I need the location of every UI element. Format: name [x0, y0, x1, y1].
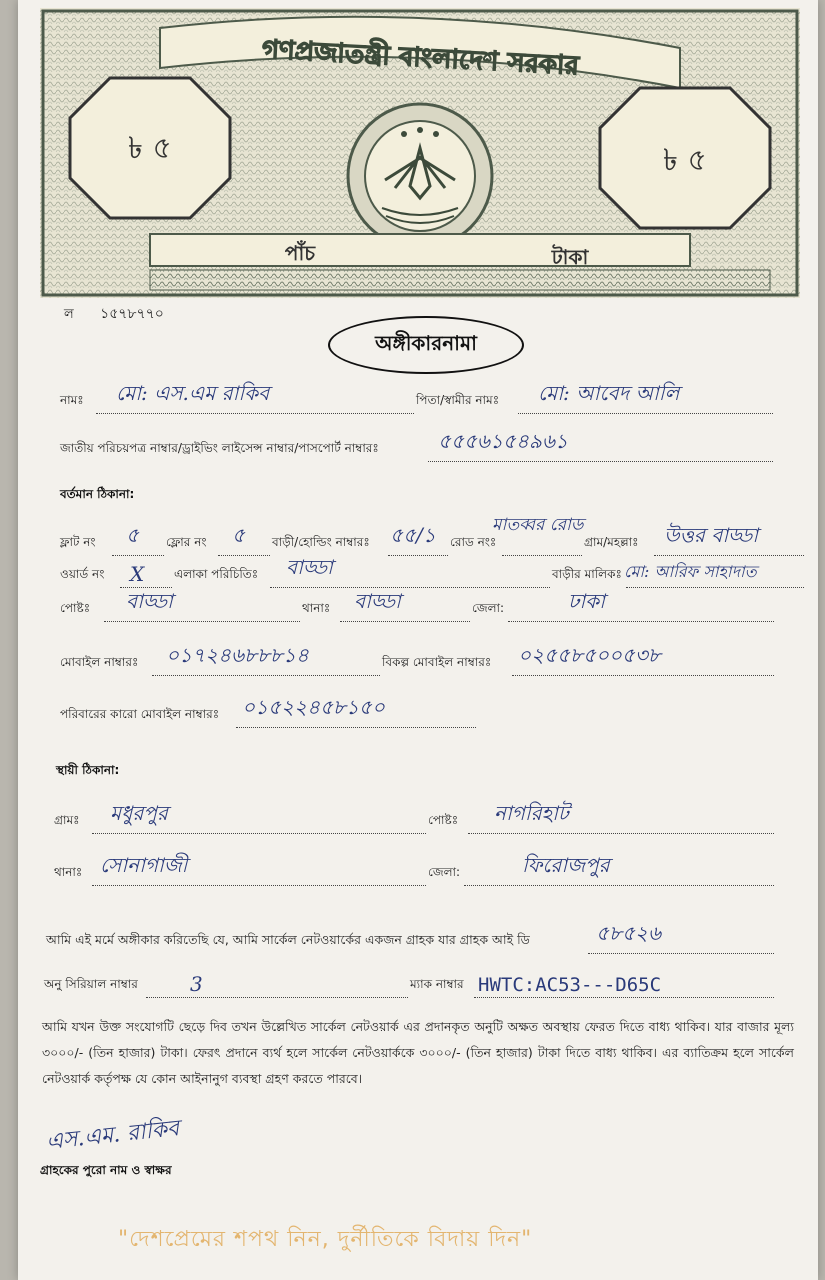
perm-thana-line: [92, 885, 426, 886]
nid-label: জাতীয় পরিচয়পত্র নাম্বার/ড্রাইভিং লাইসেন্স নাম্বার/পাসপোর্ট নাম্বারঃ: [60, 441, 379, 455]
perm-post-line: [468, 833, 774, 834]
present-address-row-1: [18, 515, 818, 558]
stamp-serial: [64, 302, 164, 326]
stamp-government-text: গণপ্রজাতন্ত্রী বাংলাদেশ সরকার: [261, 34, 580, 82]
footer-motto: "দেশপ্রেমের শপথ নিন, দুর্নীতিকে বিদায় দিন": [118, 1227, 533, 1252]
mobile-line: [152, 675, 380, 676]
perm-post-label: পোষ্টঃ: [428, 813, 459, 827]
present-post-value: বাড্ডা: [126, 589, 173, 613]
owner-value: মো: আরিফ সাহাদাত: [624, 562, 757, 581]
father-label: পিতা/স্বামীর নামঃ: [416, 393, 500, 407]
onu-mac-row: [18, 970, 818, 1000]
present-district-label: জেলা:: [472, 601, 505, 615]
present-district-value: ঢাকা: [568, 589, 605, 613]
onu-line: [146, 997, 408, 998]
customer-id-line: [588, 953, 774, 954]
stamp-value-right: ৳ ৫: [663, 143, 707, 178]
name-label: নামঃ: [60, 393, 84, 407]
customer-id-value: ৫৮৫২৬: [596, 921, 661, 945]
family-mobile-label: পরিবারের কারো মোবাইল নাম্বারঃ: [60, 707, 220, 721]
alt-mobile-line: [512, 675, 774, 676]
mobile-row: [18, 643, 818, 678]
father-line: [518, 413, 773, 414]
onu-label: অনু সিরিয়াল নাম্বার: [44, 977, 138, 991]
house-value: ৫৫/১: [390, 523, 436, 547]
flat-line: [112, 555, 164, 556]
perm-district-label: জেলা:: [428, 865, 461, 879]
mac-value: HWTC:AC53---D65C: [478, 974, 662, 996]
owner-label: বাড়ীর মালিকঃ: [552, 567, 622, 581]
mobile-label: মোবাইল নাম্বারঃ: [60, 655, 139, 669]
family-mobile-line: [236, 727, 476, 728]
flat-label: ফ্লাট নং: [60, 535, 96, 549]
present-address-heading: বর্তমান ঠিকানা:: [60, 487, 135, 501]
document-title-oval: [328, 316, 524, 374]
father-value: মো: আবেদ আলি: [538, 381, 680, 405]
name-line: [96, 413, 414, 414]
stamp-amount-word-2: টাকা: [551, 245, 589, 269]
alt-mobile-label: বিকল্প মোবাইল নাম্বারঃ: [382, 655, 492, 669]
nid-value: ৫৫৫৬১৫৪৯৬১: [438, 429, 568, 453]
area-value: বাড্ডা: [286, 555, 333, 579]
permanent-row-2: [18, 853, 818, 888]
agreement-row: [18, 921, 818, 956]
house-line: [388, 555, 448, 556]
present-post-label: পোষ্টঃ: [60, 601, 91, 615]
present-address-row-3: [18, 589, 818, 624]
affidavit-paper: [18, 0, 818, 1280]
present-village-line: [654, 555, 804, 556]
ward-value: X: [130, 562, 145, 586]
nid-line: [428, 461, 773, 462]
onu-value: 3: [190, 972, 203, 996]
revenue-stamp: [40, 8, 800, 298]
name-row: [18, 381, 818, 416]
flat-value: ৫: [126, 523, 139, 547]
present-village-label: গ্রাম/মহল্লাঃ: [584, 535, 639, 549]
house-label: বাড়ী/হোল্ডিং নাম্বারঃ: [272, 535, 370, 549]
owner-line: [626, 587, 804, 588]
serial-label: ল: [64, 307, 74, 322]
perm-post-value: নাগরিহাট: [494, 801, 569, 825]
document-title: অঙ্গীকারনামা: [375, 330, 477, 355]
perm-village-label: গ্রামঃ: [54, 813, 80, 827]
perm-thana-value: সোনাগাজী: [100, 853, 188, 877]
stamp-value-left: ৳ ৫: [128, 131, 172, 166]
customer-signature: এস.এম. রাকিব: [44, 1116, 181, 1155]
present-post-line: [104, 621, 300, 622]
family-mobile-row: [18, 695, 818, 730]
mobile-value: ০১৭২৪৬৮৮৮১৪: [166, 643, 309, 667]
road-value: মাতব্বর রোড: [492, 515, 584, 535]
present-thana-label: থানাঃ: [302, 601, 331, 615]
present-thana-line: [340, 621, 470, 622]
family-mobile-value: ০১৫২২৪৫৮১৫০: [242, 695, 385, 719]
road-line: [502, 555, 582, 556]
present-village-value: উত্তর বাড্ডা: [664, 523, 759, 547]
permanent-address-heading: স্থায়ী ঠিকানা:: [56, 763, 120, 777]
area-line: [270, 587, 550, 588]
perm-village-value: মধুরপুর: [110, 801, 168, 825]
floor-line: [218, 555, 270, 556]
stamp-amount-word-1: পাঁচ: [284, 241, 316, 265]
present-thana-value: বাড্ডা: [354, 589, 401, 613]
nid-row: [18, 429, 818, 464]
permanent-row-1: [18, 801, 818, 836]
ward-label: ওয়ার্ড নং: [60, 567, 105, 581]
present-district-line: [508, 621, 774, 622]
agreement-line1: আমি এই মর্মে অঙ্গীকার করিতেছি যে, আমি সার্কেল নেটওয়ার্কের একজন গ্রাহক যার গ্রাহক আই ডি: [46, 932, 530, 947]
area-label: এলাকা পরিচিতিঃ: [174, 567, 259, 581]
perm-village-line: [92, 833, 426, 834]
perm-district-line: [464, 885, 774, 886]
perm-district-value: ফিরোজপুর: [522, 853, 610, 877]
mac-line: [474, 997, 774, 998]
serial-number: ১৫৭৮৭৭০: [100, 306, 164, 322]
perm-thana-label: থানাঃ: [54, 865, 83, 879]
road-label: রোড নংঃ: [450, 535, 497, 549]
alt-mobile-value: ০২৫৫৮৫০০৫৩৮: [518, 643, 661, 667]
agreement-paragraph: আমি যখন উক্ত সংযোগটি ছেড়ে দিব তখন উল্লেখিত সার্কেল নেটওয়ার্ক এর প্রদানকৃত অনুটি অক্ষত অবস্থায় ফেরত দিতে বাধ্য থাকিব। যার বাজার মূল্য ৩০০০/- (তিন হাজার) টাকা। ফেরৎ প্রদানে ব্যর্থ হলে সার্কেল নেটওয়ার্ককে ৩০০০/- (তিন হাজার) টাকা দিতে বাধ্য থাকিব। এর ব্যাতিক্রম হলে সার্কেল নেটওয়ার্ক কর্তৃপক্ষ যে কোন আইনানুগ ব্যবস্থা গ্রহণ করতে পারবে।: [42, 1019, 794, 1086]
name-value: মো: এস.এম রাকিব: [116, 381, 270, 405]
floor-label: ফ্লোর নং: [166, 535, 207, 549]
signature-label: গ্রাহকের পুরো নাম ও স্বাক্ষর: [40, 1163, 172, 1177]
floor-value: ৫: [232, 523, 245, 547]
mac-label: ম্যাক নাম্বার: [410, 977, 464, 991]
present-address-row-2: [18, 555, 818, 590]
